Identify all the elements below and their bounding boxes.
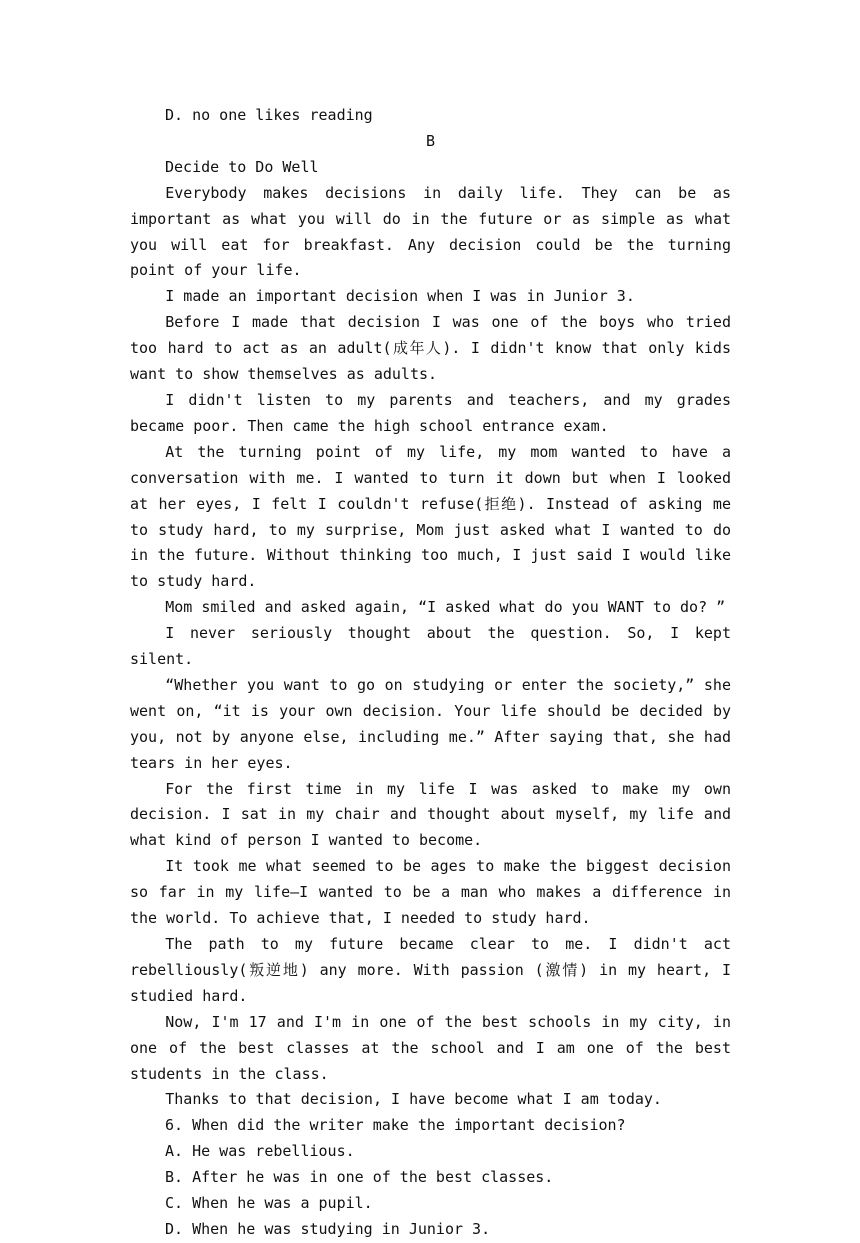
previous-question-option: D. no one likes reading	[165, 106, 373, 124]
question-block	[130, 1113, 731, 1243]
passage-paragraph: At the turning point of my life, my mom wanted to have a conversation with me. I wanted to turn it down but when I looked at her eyes, I felt I couldn't refuse(拒绝). Instead of asking me to study hard, to my surprise, Mom just asked what I wanted to do in the future. Without thinking too much, I just said I would like to study hard.	[130, 442, 731, 591]
passage-paragraph: I never seriously thought about the question. So, I kept silent.	[130, 624, 731, 669]
document-page	[130, 103, 731, 1243]
section-label: B	[425, 131, 436, 150]
passage-paragraph: I made an important decision when I was in Junior 3.	[165, 287, 635, 306]
passage-title: Decide to Do Well	[165, 157, 319, 176]
answer-option-b: B. After he was in one of the best classes.	[165, 1168, 554, 1187]
passage-paragraph: Thanks to that decision, I have become what I am today.	[165, 1090, 662, 1109]
passage-paragraph: Mom smiled and asked again, “I asked what do you WANT to do? ”	[165, 598, 726, 617]
passage-paragraph: Before I made that decision I was one of the boys who tried too hard to act as an adult(成年人). I didn't know that only kids want to show themselves as adults.	[130, 313, 731, 384]
passage-paragraph: “Whether you want to go on studying or enter the society,” she went on, “it is your own decision. Your life should be decided by you, not by anyone else, including me.” After saying that, she had tears in her eyes.	[130, 675, 731, 772]
passage-paragraph: Now, I'm 17 and I'm in one of the best schools in my city, in one of the best classes at the school and I am one of the best students in the class.	[130, 1012, 731, 1083]
passage-body	[130, 181, 731, 1114]
passage-paragraph: I didn't listen to my parents and teachers, and my grades became poor. Then came the high school entrance exam.	[130, 390, 731, 435]
passage-paragraph: For the first time in my life I was asked to make my own decision. I sat in my chair and thought about myself, my life and what kind of person I wanted to become.	[130, 779, 731, 850]
passage-paragraph: The path to my future became clear to me. I didn't act rebelliously(叛逆地) any more. With passion (激情) in my heart, I studied hard.	[130, 935, 731, 1005]
answer-option-d: D. When he was studying in Junior 3.	[165, 1219, 491, 1238]
answer-option-a: A. He was rebellious.	[165, 1142, 355, 1161]
answer-option-c: C. When he was a pupil.	[165, 1194, 373, 1213]
question-stem: 6. When did the writer make the important decision?	[165, 1116, 626, 1135]
passage-paragraph: Everybody makes decisions in daily life. They can be as important as what you will do in the future or as simple as what you will eat for breakfast. Any decision could be the turning point of your life.	[130, 183, 731, 280]
passage-paragraph: It took me what seemed to be ages to make the biggest decision so far in my life—I wanted to be a man who makes a difference in the world. To achieve that, I needed to study hard.	[130, 857, 731, 928]
